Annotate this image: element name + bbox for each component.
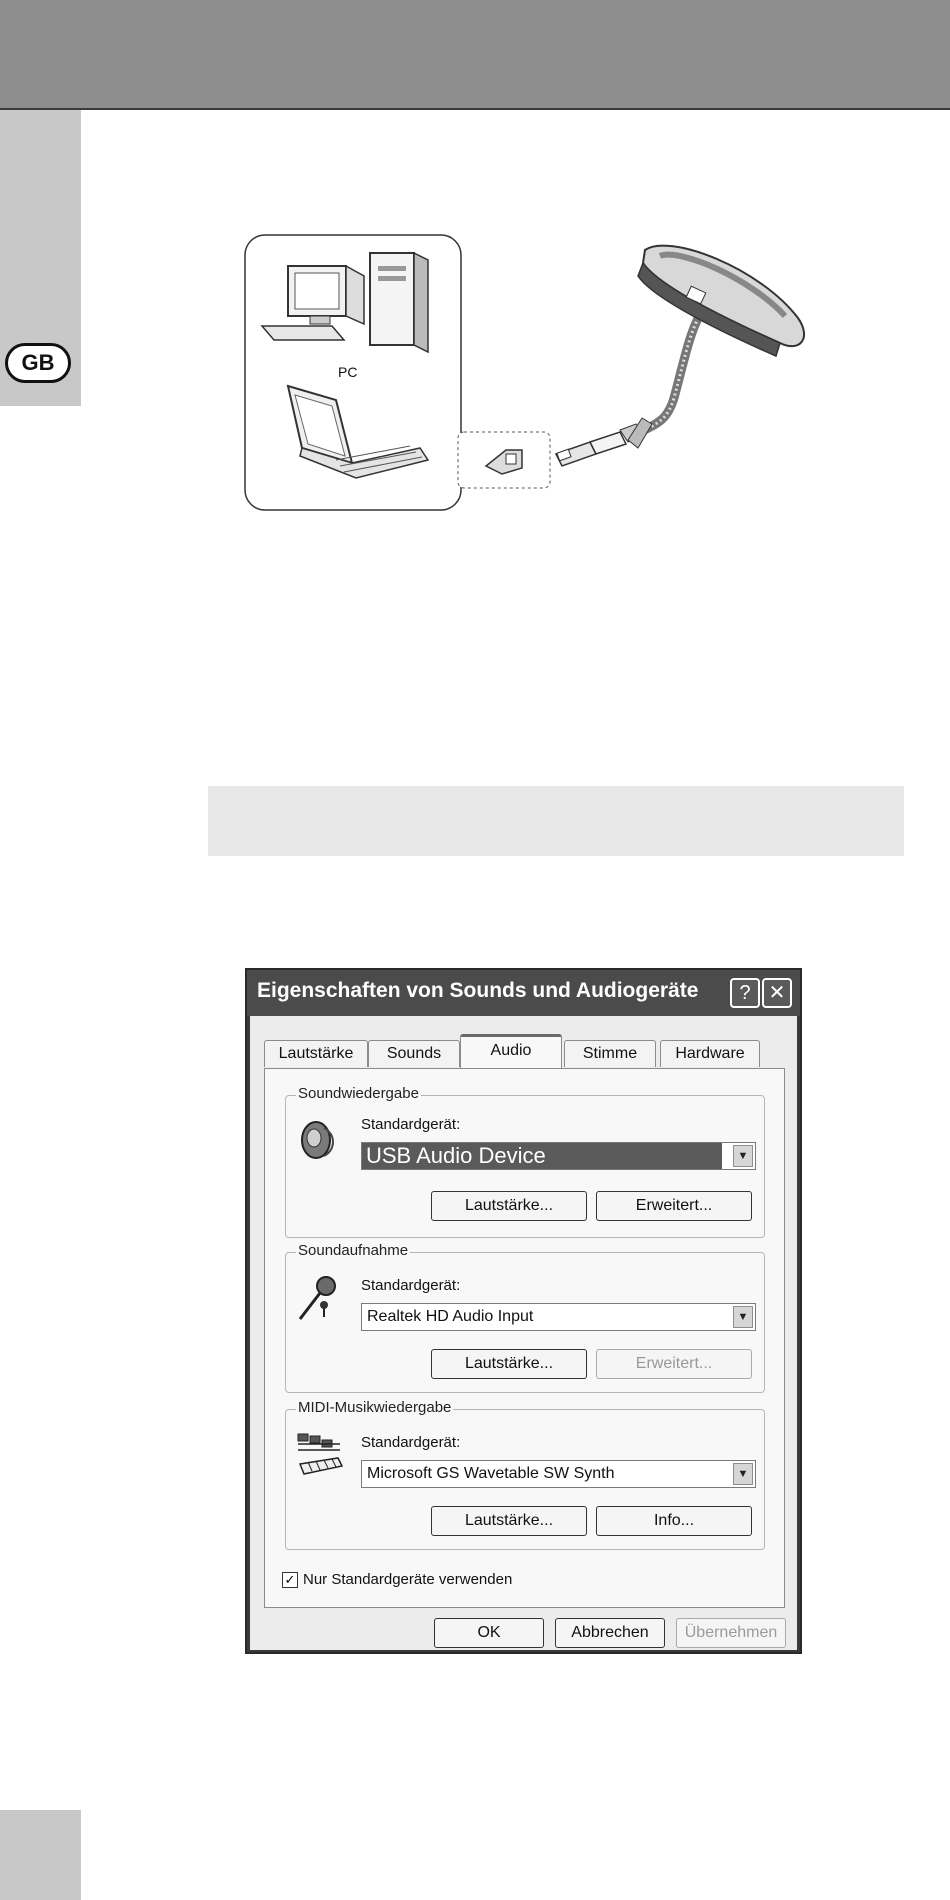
header-bar <box>0 0 950 110</box>
tab-audio[interactable]: Audio <box>460 1034 562 1068</box>
tab-lautstaerke[interactable]: Lautstärke <box>264 1040 368 1067</box>
recording-group-title: Soundaufnahme <box>298 1242 409 1259</box>
recording-group <box>285 1242 765 1393</box>
pc-label: PC <box>338 364 358 380</box>
usb-connection-illustration <box>240 228 820 513</box>
midi-group-title: MIDI-Musikwiedergabe <box>298 1399 452 1416</box>
recording-volume-button[interactable]: Lautstärke... <box>431 1349 587 1379</box>
playback-group <box>285 1085 765 1238</box>
midi-group <box>285 1399 765 1550</box>
sound-properties-dialog <box>245 968 802 1654</box>
dialog-title: Eigenschaften von Sounds und Audiogeräte <box>257 979 699 1002</box>
tab-stimme[interactable]: Stimme <box>564 1040 656 1067</box>
playback-device-select[interactable] <box>361 1142 756 1170</box>
speaker-icon <box>294 1116 344 1166</box>
chevron-down-icon[interactable]: ▼ <box>733 1463 753 1485</box>
playback-device-value: USB Audio Device <box>362 1143 722 1169</box>
midi-device-value: Microsoft GS Wavetable SW Synth <box>367 1465 615 1482</box>
playback-advanced-button[interactable]: Erweitert... <box>596 1191 752 1221</box>
recording-device-label: Standardgerät: <box>361 1277 461 1294</box>
note-box <box>208 786 904 856</box>
cancel-button[interactable]: Abbrechen <box>555 1618 665 1648</box>
side-tab-bottom <box>0 1810 81 1900</box>
apply-button[interactable]: Übernehmen <box>676 1618 786 1648</box>
usb-speaker-icon <box>638 246 804 356</box>
recording-device-value: Realtek HD Audio Input <box>367 1308 534 1325</box>
chevron-down-icon[interactable]: ▼ <box>733 1306 753 1328</box>
midi-info-button[interactable]: Info... <box>596 1506 752 1536</box>
midi-device-label: Standardgerät: <box>361 1434 461 1451</box>
default-devices-checkbox[interactable]: ✓ <box>282 1572 298 1588</box>
usb-plug-icon <box>556 424 644 466</box>
recording-advanced-button[interactable]: Erweitert... <box>596 1349 752 1379</box>
help-button[interactable]: ? <box>730 978 760 1008</box>
midi-keyboard-icon <box>294 1430 344 1480</box>
playback-volume-button[interactable]: Lautstärke... <box>431 1191 587 1221</box>
microphone-icon <box>294 1273 344 1323</box>
language-badge: GB <box>5 343 71 383</box>
tab-sounds[interactable]: Sounds <box>368 1040 460 1067</box>
close-button[interactable]: ✕ <box>762 978 792 1008</box>
recording-device-select[interactable] <box>361 1303 756 1331</box>
default-devices-label: Nur Standardgeräte verwenden <box>303 1571 513 1588</box>
dialog-body <box>250 1016 797 1650</box>
gooseneck-cable <box>638 306 705 433</box>
midi-device-select[interactable] <box>361 1460 756 1488</box>
playback-device-label: Standardgerät: <box>361 1116 461 1133</box>
dialog-titlebar <box>247 970 800 1016</box>
playback-group-title: Soundwiedergabe <box>298 1085 419 1102</box>
midi-volume-button[interactable]: Lautstärke... <box>431 1506 587 1536</box>
ok-button[interactable]: OK <box>434 1618 544 1648</box>
chevron-down-icon[interactable]: ▼ <box>733 1145 753 1167</box>
audio-tab-panel <box>264 1068 785 1608</box>
tab-hardware[interactable]: Hardware <box>660 1040 760 1067</box>
